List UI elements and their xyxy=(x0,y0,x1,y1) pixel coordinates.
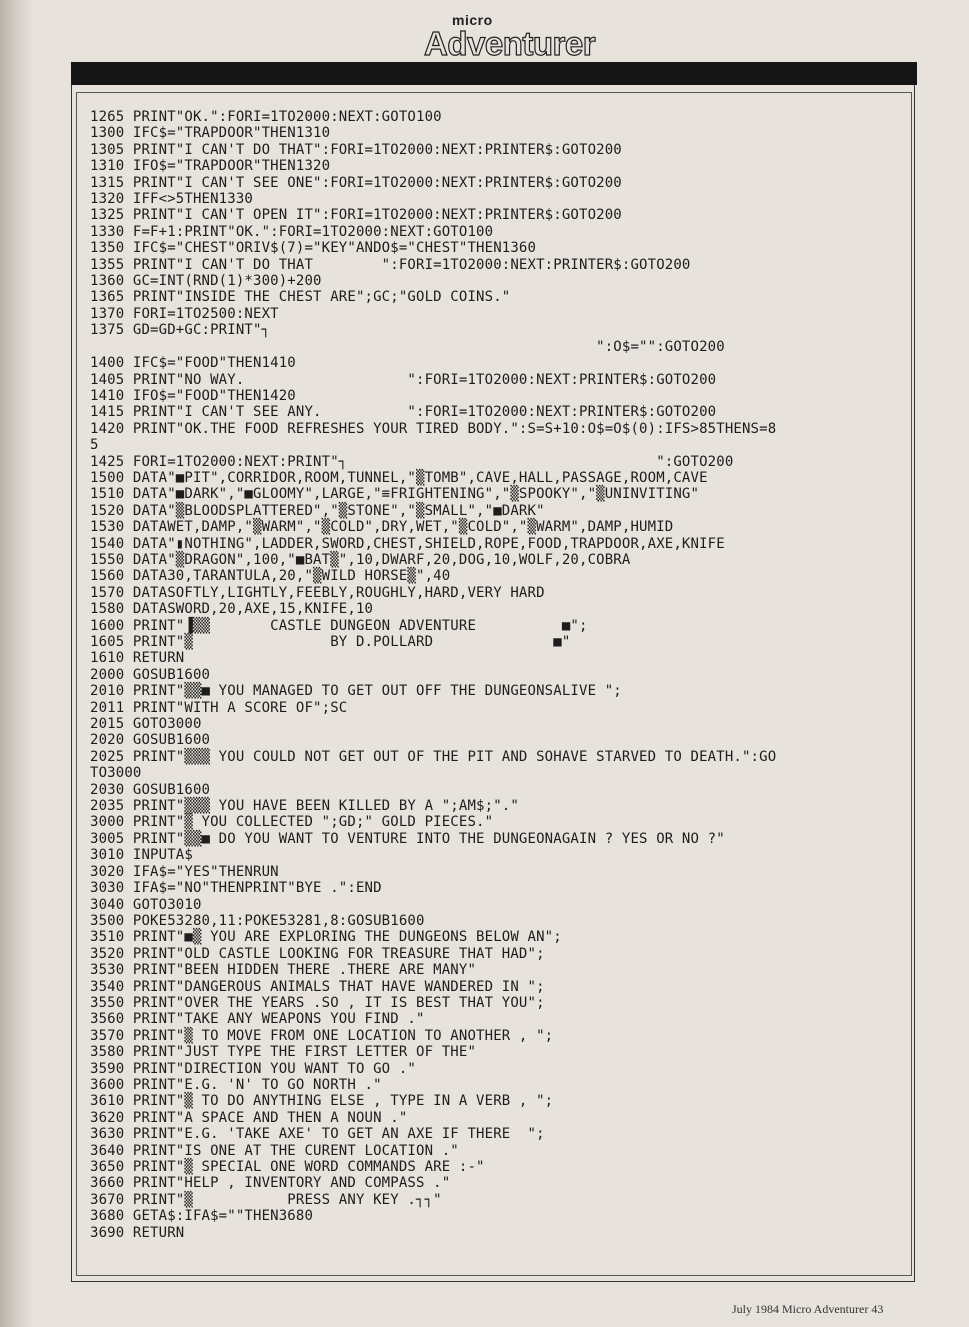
code-line: 1520 DATA"▒BLOODSPLATTERED","▒STONE","▒SMALL","■DARK" xyxy=(90,502,545,519)
code-line: 1265 PRINT"OK.":FORI=1TO2000:NEXT:GOTO100 xyxy=(90,109,442,125)
code-line: 1540 DATA"▮NOTHING",LADDER,SWORD,CHEST,SHIELD,ROPE,FOOD,TRAPDOOR,AXE,KNIFE xyxy=(90,535,725,552)
code-line: 5 xyxy=(90,437,99,454)
code-line: 1500 DATA"■PIT",CORRIDOR,ROOM,TUNNEL,"▒TOMB",CAVE,HALL,PASSAGE,ROOM,CAVE xyxy=(90,469,708,486)
code-line: 1580 DATASWORD,20,AXE,15,KNIFE,10 xyxy=(90,601,374,618)
code-line: 2011 PRINT"WITH A SCORE OF";SC xyxy=(90,699,348,716)
code-line: 2035 PRINT"▒▒▒ YOU HAVE BEEN KILLED BY A ";AM$;"." xyxy=(90,798,519,815)
program-listing xyxy=(90,109,905,1241)
code-line: 1600 PRINT"▐▒▒ CASTLE DUNGEON ADVENTURE ■"; xyxy=(90,617,588,634)
code-line: 3005 PRINT"▒▒■ DO YOU WANT TO VENTURE INTO THE DUNGEONAGAIN ? YES OR NO ?" xyxy=(90,830,725,847)
code-line: 3560 PRINT"TAKE ANY WEAPONS YOU FIND ." xyxy=(90,1011,425,1028)
code-line: 3630 PRINT"E.G. 'TAKE AXE' TO GET AN AXE IF THERE "; xyxy=(90,1126,545,1143)
code-line: 3500 POKE53280,11:POKE53281,8:GOSUB1600 xyxy=(90,912,425,929)
page-footer: July 1984 Micro Adventurer 43 xyxy=(732,1302,884,1316)
code-line: 1320 IFF<>5THEN1330 xyxy=(90,191,253,208)
code-line: 1605 PRINT"▒ BY D.POLLARD ■" xyxy=(90,634,571,650)
code-line: 3510 PRINT"■▒ YOU ARE EXPLORING THE DUNGEONS BELOW AN"; xyxy=(90,929,562,946)
binding-gutter xyxy=(0,0,34,1327)
code-line: 1530 DATAWET,DAMP,"▒WARM","▒COLD",DRY,WET,"▒COLD","▒WARM",DAMP,HUMID xyxy=(90,519,674,536)
code-line: 3600 PRINT"E.G. 'N' TO GO NORTH ." xyxy=(90,1076,382,1093)
code-line: 3660 PRINT"HELP , INVENTORY AND COMPASS ." xyxy=(90,1175,451,1192)
code-line: 1350 IFC$="CHEST"ORIV$(7)="KEY"ANDO$="CHEST"THEN1360 xyxy=(90,240,537,257)
code-line: 3540 PRINT"DANGEROUS ANIMALS THAT HAVE WANDERED IN "; xyxy=(90,978,545,995)
code-line: 3620 PRINT"A SPACE AND THEN A NOUN ." xyxy=(90,1109,408,1126)
code-line: 3690 RETURN xyxy=(90,1224,185,1241)
code-line: 1405 PRINT"NO WAY. ":FORI=1TO2000:NEXT:PRINTER$:GOTO200 xyxy=(90,371,717,388)
code-line: 1330 F=F+1:PRINT"OK.":FORI=1TO2000:NEXT:GOTO100 xyxy=(90,223,494,240)
code-line: 3000 PRINT"▒ YOU COLLECTED ";GD;" GOLD PIECES." xyxy=(90,814,494,831)
code-line: 3010 INPUTA$ xyxy=(90,847,193,864)
code-line: 1420 PRINT"OK.THE FOOD REFRESHES YOUR TIRED BODY.":S=S+10:O$=O$(0):IFS>85THENS=8 xyxy=(90,420,777,437)
code-line: 3670 PRINT"▒ PRESS ANY KEY .┐┐" xyxy=(90,1191,442,1208)
code-line: 1375 GD=GD+GC:PRINT"┐ xyxy=(90,322,271,339)
code-line: 1550 DATA"▒DRAGON",100,"■BAT▒",10,DWARF,20,DOG,10,WOLF,20,COBRA xyxy=(90,551,631,568)
code-line: 3040 GOTO3010 xyxy=(90,896,202,913)
code-line: 1425 FORI=1TO2000:NEXT:PRINT"┐ ":GOTO200 xyxy=(90,453,734,470)
code-line: 2000 GOSUB1600 xyxy=(90,666,211,683)
code-line: 1300 IFC$="TRAPDOOR"THEN1310 xyxy=(90,125,331,142)
code-line: ":O$="":GOTO200 xyxy=(90,338,725,355)
code-line: 3640 PRINT"IS ONE AT THE CURENT LOCATION ." xyxy=(90,1142,459,1159)
code-line: 2020 GOSUB1600 xyxy=(90,732,211,749)
code-line: 3550 PRINT"OVER THE YEARS .SO , IT IS BEST THAT YOU"; xyxy=(90,994,545,1011)
code-line: 1310 IFO$="TRAPDOOR"THEN1320 xyxy=(90,158,331,175)
code-line: 2010 PRINT"▒▒■ YOU MANAGED TO GET OUT OFF THE DUNGEONSALIVE "; xyxy=(90,683,622,700)
code-line: 1560 DATA30,TARANTULA,20,"▒WILD HORSE▒",40 xyxy=(90,568,451,585)
code-line: 1365 PRINT"INSIDE THE CHEST ARE";GC;"GOLD COINS." xyxy=(90,289,511,306)
code-line: 3680 GETA$:IFA$=""THEN3680 xyxy=(90,1208,314,1225)
masthead-title: Adventurer xyxy=(424,25,596,62)
code-line: 1410 IFO$="FOOD"THEN1420 xyxy=(90,387,296,404)
code-line: 1610 RETURN xyxy=(90,650,185,667)
code-line: 1360 GC=INT(RND(1)*300)+200 xyxy=(90,273,322,290)
masthead-micro: micro xyxy=(452,12,493,28)
code-line: 3610 PRINT"▒ TO DO ANYTHING ELSE , TYPE IN A VERB , "; xyxy=(90,1093,554,1110)
code-line: 2025 PRINT"▒▒▒ YOU COULD NOT GET OUT OF THE PIT AND SOHAVE STARVED TO DEATH.":GO xyxy=(90,748,777,765)
code-line: 3520 PRINT"OLD CASTLE LOOKING FOR TREASURE THAT HAD"; xyxy=(90,945,545,962)
code-line: 1510 DATA"■DARK","■GLOOMY",LARGE,"≡FRIGHTENING","▒SPOOKY","▒UNINVITING" xyxy=(90,486,700,503)
code-line: 1570 DATASOFTLY,LIGHTLY,FEEBLY,ROUGHLY,HARD,VERY HARD xyxy=(90,584,545,601)
code-line: 1355 PRINT"I CAN'T DO THAT ":FORI=1TO2000:NEXT:PRINTER$:GOTO200 xyxy=(90,256,691,273)
header-bar xyxy=(71,62,917,85)
code-line: 2030 GOSUB1600 xyxy=(90,781,211,798)
masthead xyxy=(0,10,969,62)
code-line: 2015 GOTO3000 xyxy=(90,716,202,733)
code-line: 1315 PRINT"I CAN'T SEE ONE":FORI=1TO2000:NEXT:PRINTER$:GOTO200 xyxy=(90,174,622,191)
code-line: 3020 IFA$="YES"THENRUN xyxy=(90,863,279,880)
code-line: TO3000 xyxy=(90,765,142,782)
code-line: 1325 PRINT"I CAN'T OPEN IT":FORI=1TO2000:NEXT:PRINTER$:GOTO200 xyxy=(90,207,622,224)
code-line: 1370 FORI=1TO2500:NEXT xyxy=(90,305,279,322)
code-line: 3580 PRINT"JUST TYPE THE FIRST LETTER OF THE" xyxy=(90,1044,477,1061)
code-line: 1400 IFC$="FOOD"THEN1410 xyxy=(90,355,296,372)
code-line: 3570 PRINT"▒ TO MOVE FROM ONE LOCATION TO ANOTHER , "; xyxy=(90,1027,554,1044)
code-line: 3590 PRINT"DIRECTION YOU WANT TO GO ." xyxy=(90,1060,416,1077)
code-line: 1415 PRINT"I CAN'T SEE ANY. ":FORI=1TO2000:NEXT:PRINTER$:GOTO200 xyxy=(90,404,717,421)
code-line: 1305 PRINT"I CAN'T DO THAT":FORI=1TO2000:NEXT:PRINTER$:GOTO200 xyxy=(90,141,622,158)
code-line: 3030 IFA$="NO"THENPRINT"BYE .":END xyxy=(90,880,382,897)
code-line: 3530 PRINT"BEEN HIDDEN THERE .THERE ARE MANY" xyxy=(90,962,477,979)
code-line: 3650 PRINT"▒ SPECIAL ONE WORD COMMANDS ARE :-" xyxy=(90,1159,485,1175)
